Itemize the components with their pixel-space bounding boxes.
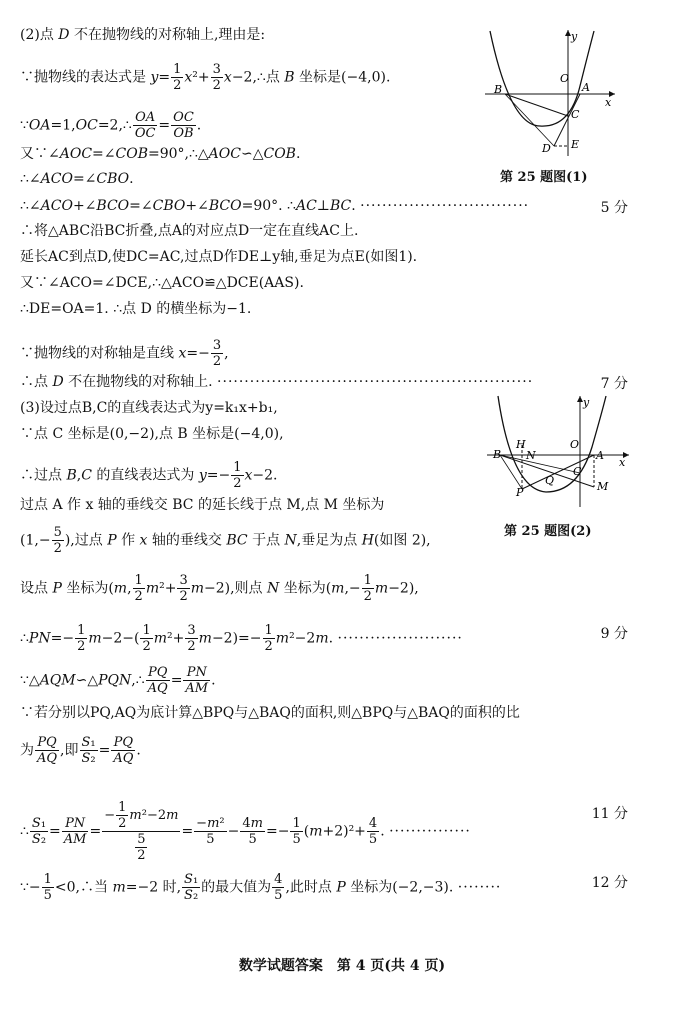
line-area-ratio: ∵若分别以PQ,AQ为底计算△BPQ与△BAQ的面积,则△BPQ与△BAQ的面积的比 [20,705,520,721]
line-max: ∵− $\frac{1}{5}$ <0,∴当 m=−2 时, $\frac{\text{S₁}}{\text{S₂}}$ 的最大值为 $\frac{4}{5}$ ,此时点 P 坐标为(−2,−3). ········ [20,872,502,903]
line-part3: (3)设过点B,C的直线表达式为y=k₁x+b₁, [20,400,278,416]
fig2-label-y: y [583,396,590,409]
line-axis-symmetry: ∵抛物线的对称轴是直线 x=− $\frac{3}{2}$ , [20,338,229,369]
fig2-label-C: C [573,465,582,478]
line-de-oa: ∴DE=OA=1. ∴点 D 的横坐标为−1. [20,301,252,317]
score-7: 7 分 [600,376,628,392]
fig2-caption: 第 25 题图(2) [504,524,592,539]
line-ratio-def: 为 $\frac{PQ}{AQ}$ ,即 $\frac{\text{S₁}}{\text{S₂}}$ = $\frac{PQ}{AQ}$ . [20,735,141,766]
line-similar: 又∵∠AOC=∠COB=90°,∴△AOC∽△COB. [20,146,301,162]
line-angle-eq: ∴∠ACO=∠CBO. [20,171,134,187]
figure-1 [480,26,620,161]
fig1-label-E: E [571,138,580,151]
fig1-label-x: x [605,96,612,109]
line-aqm-similar: ∵△AQM∽△PQN,∴ $\frac{PQ}{AQ}$ = $\frac{PN}{AM}$ . [20,665,216,696]
fig1-label-C: C [571,108,580,121]
score-11: 11 分 [591,806,628,822]
line-point-m: 过点 A 作 x 轴的垂线交 BC 的延长线于点 M,点 M 坐标为 [20,497,385,513]
fig2-label-A: A [596,449,604,462]
line-parabola-expression: ∵抛物线的表达式是 y= $\frac{1}{2}$ x²+ $\frac{3}{2}$ x−2,∴点 B 坐标是(−4,0). [20,62,391,93]
part2-heading: (2)点 D 不在抛物线的对称轴上,理由是: [20,27,266,43]
fig1-caption: 第 25 题图(1) [500,170,588,185]
fig1-label-D: D [542,142,551,155]
line-m-coords: (1,− $\frac{5}{2}$ ),过点 P 作 x 轴的垂线交 BC 于点 N,垂足为点 H(如图 2), [20,525,431,556]
fig2-label-B: B [493,448,502,461]
page-footer: 数学试题答案 第 4 页(共 4 页) [238,958,446,974]
line-pn: ∴PN=− $\frac{1}{2}$ m−2−( $\frac{1}{2}$ m²+ $\frac{3}{2}$ m−2)=− $\frac{1}{2}$ m²−2m. ······················· [20,623,463,654]
line-congruent: 又∵∠ACO=∠DCE,∴△ACO≌△DCE(AAS). [20,275,304,291]
fig2-label-N: N [526,449,536,462]
fig2-label-O: O [570,438,580,451]
line-p-coords: 设点 P 坐标为(m, $\frac{1}{2}$ m²+ $\frac{3}{2}$ m−2),则点 N 坐标为(m,− $\frac{1}{2}$ m−2), [20,573,419,604]
fig2-label-Q: Q [545,474,555,487]
line-ratio-calc: ∴ $\frac{\text{S₁}}{\text{S₂}}$ = $\frac{PN}{AM}$ = − $\frac{1}{2}$ m²−2m $\frac{5}{2}$ = $\frac{\text{−m²}}{5}$ − $\frac{4m}{5}$ =− $\frac{1}{5}$ (m+2)²+ $\frac{4}{5}$ . ··············· [20,800,471,863]
line-extend: 延长AC到点D,使DC=AC,过点D作DE⊥y轴,垂足为点E(如图1). [20,249,418,265]
line-bc-expression: ∴过点 B,C 的直线表达式为 y=− $\frac{1}{2}$ x−2. [20,460,278,491]
line-oa-oc: ∵OA=1,OC=2,∴ $\frac{OA}{OC}$ = $\frac{OC}{OB}$ . [20,110,202,141]
fig2-label-P: P [516,486,524,499]
fig1-label-O: O [560,72,570,85]
fig2-label-H: H [516,438,526,451]
figure-2 [484,392,634,512]
line-c-b-coords: ∵点 C 坐标是(0,−2),点 B 坐标是(−4,0), [20,426,284,442]
score-12: 12 分 [591,875,628,891]
score-5: 5 分 [600,200,628,216]
line-perpendicular: ∴∠ACO+∠BCO=∠CBO+∠BCO=90°. ∴AC⊥BC. ······························· [20,198,530,214]
fig2-label-M: M [597,480,609,493]
line-fold: ∴将△ABC沿BC折叠,点A的对应点D一定在直线AC上. [20,223,359,239]
fig2-label-x: x [619,456,626,469]
fig1-label-A: A [582,81,590,94]
line-conclusion-d: ∴点 D 不在抛物线的对称轴上. ·························································· [20,374,534,390]
fig1-label-y: y [571,30,578,43]
fig1-label-B: B [494,83,503,96]
score-9: 9 分 [600,626,628,642]
